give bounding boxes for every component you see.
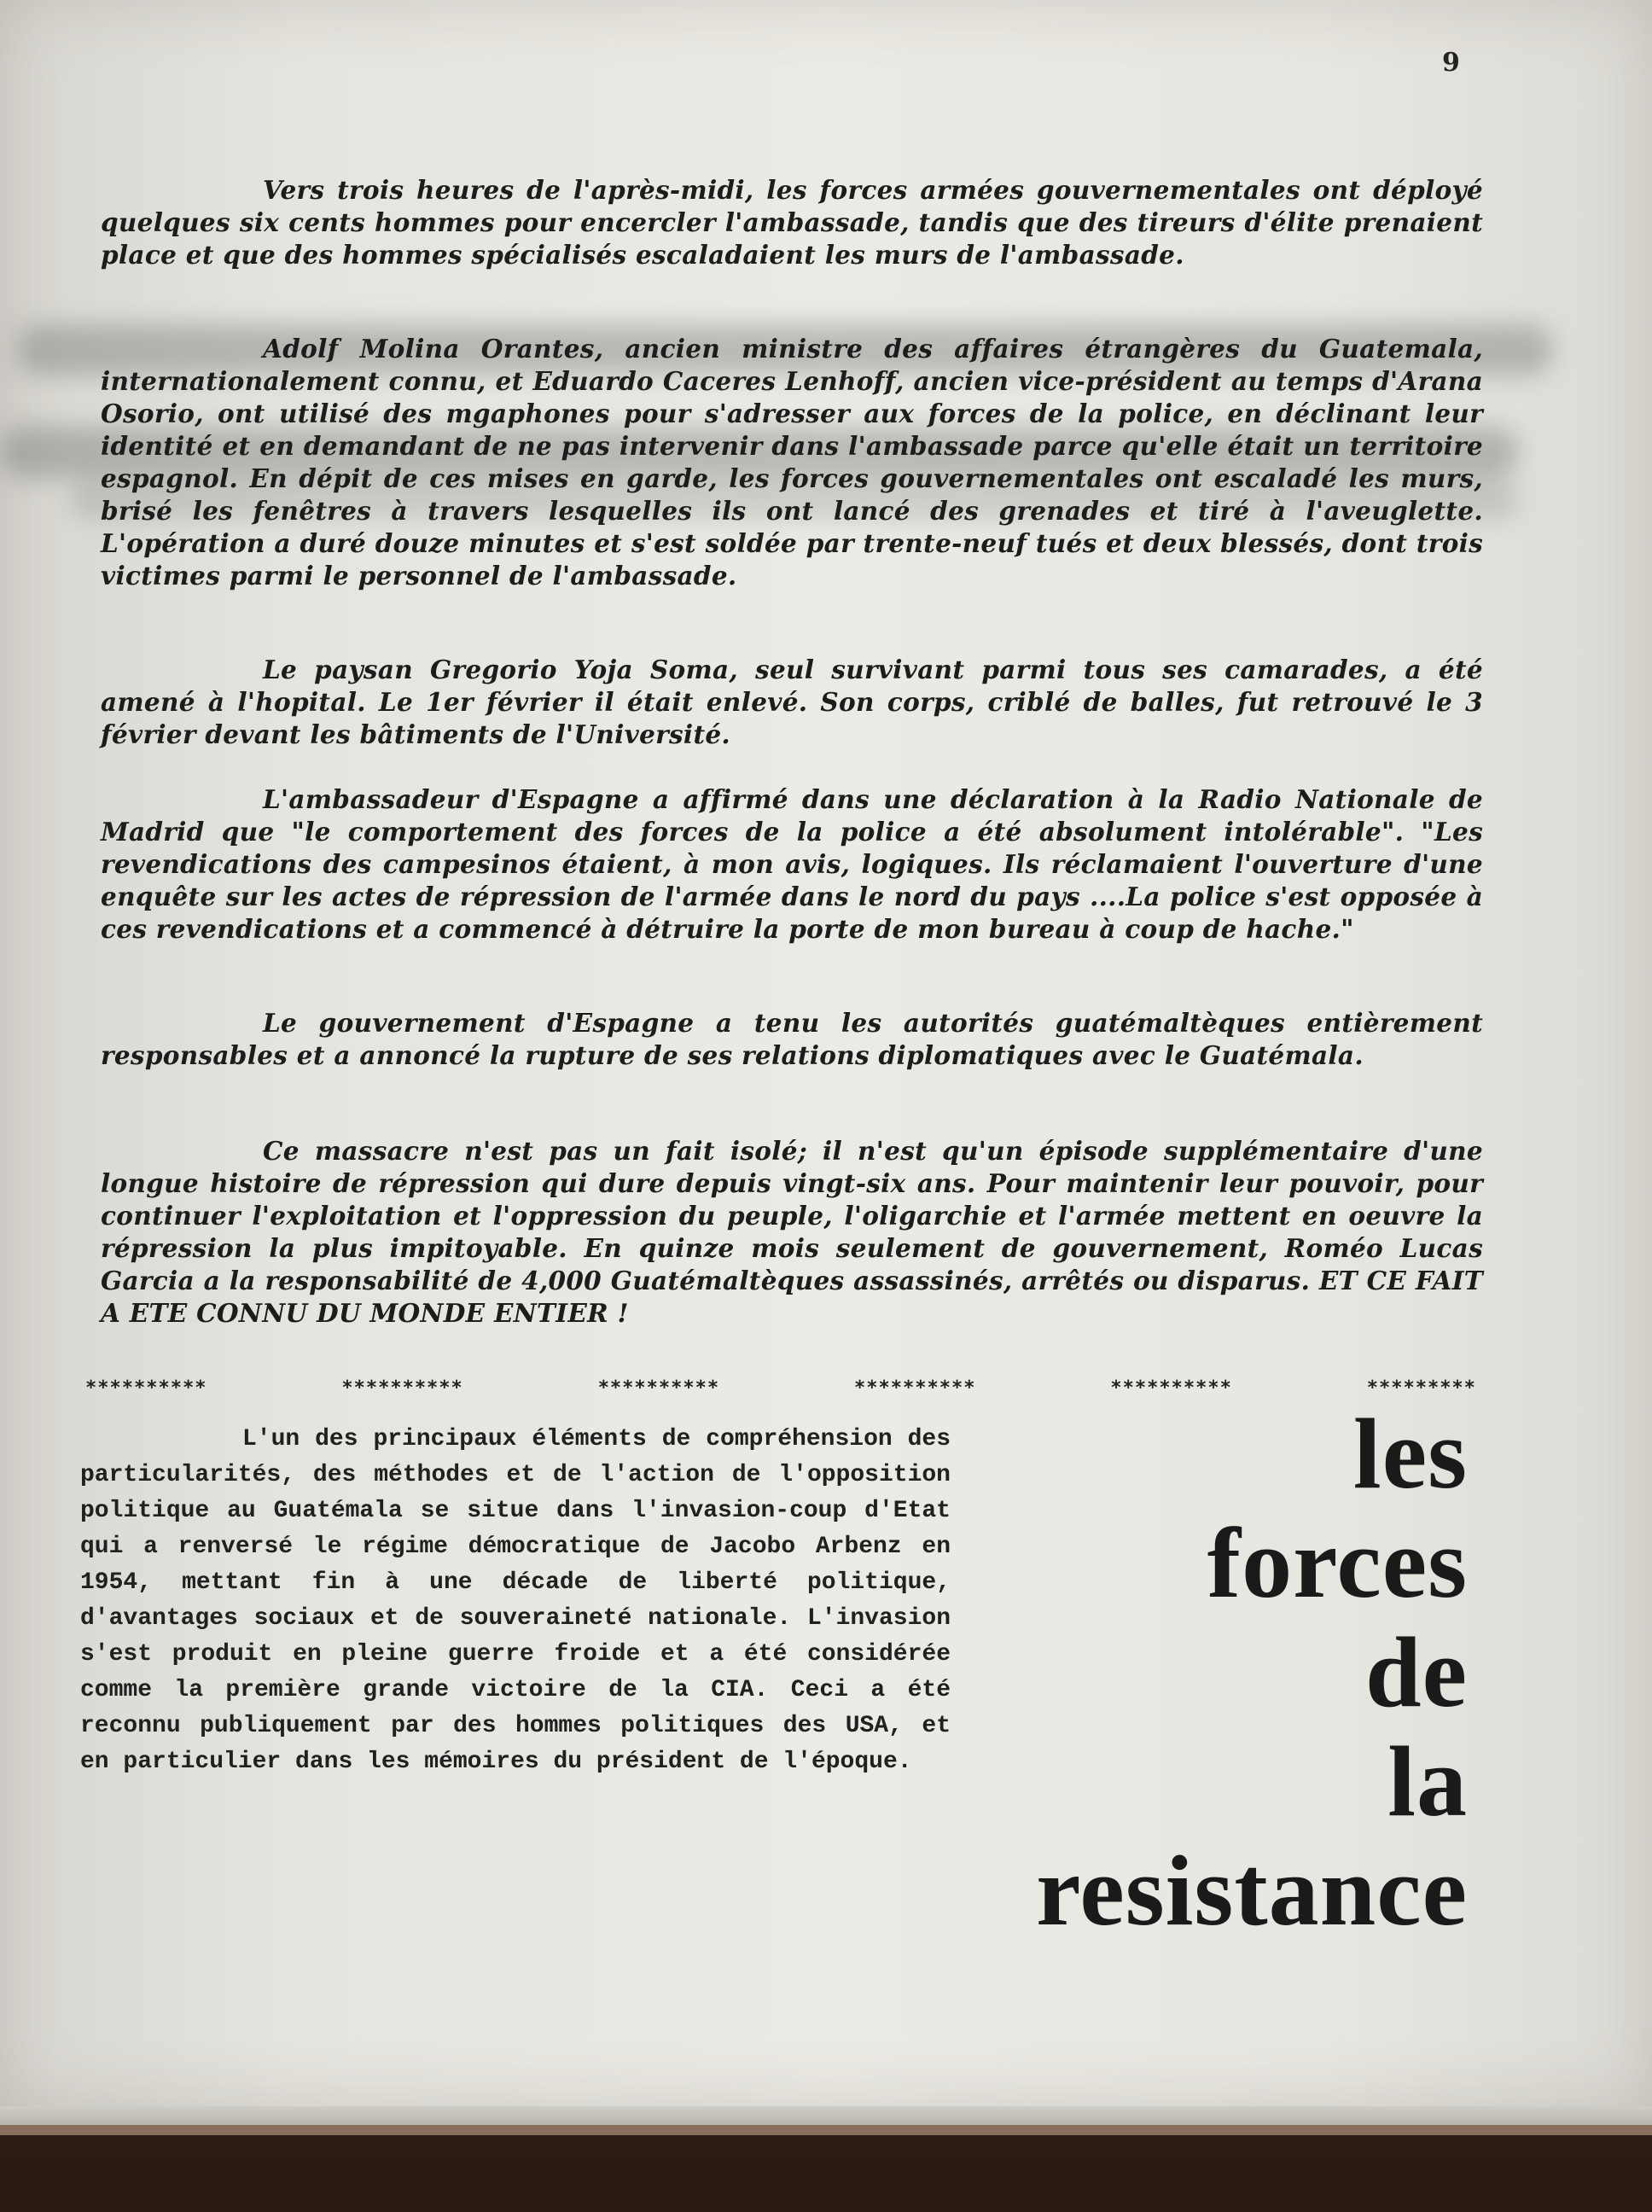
paragraph-1: Vers trois heures de l'après-midi, les forces armées gouvernementales ont déployé quelques six cents hommes pour encercler l'ambassade, tandis que des tireurs d'élite prenaient place et que des hommes spécialisés escaladaient les murs de l'ambassade. bbox=[101, 175, 1483, 270]
section-title-word: les bbox=[1352, 1398, 1468, 1510]
separator-row bbox=[85, 1377, 1476, 1399]
section-title-word: forces bbox=[1207, 1507, 1468, 1619]
paragraph-2: Adolf Molina Orantes, ancien ministre des affaires étrangères du Guatemala, internationalement connu, et Eduardo Caceres Lenhoff, ancien vice-président au temps d'Arana Osorio, ont utilisé des mgaphones pour s'adresser aux forces de la police, en déclinant leur identité et en demandant de ne pas intervenir dans l'ambassade parce qu'elle était un territoire espagnol. En dépit de ces mises en garde, les forces gouvernementales ont escaladé les murs, brisé les fenêtres à travers lesquelles ils ont lancé des grenades et tiré à l'aveuglette. L'opération a duré douze minutes et s'est soldée par trente-neuf tués et deux blessés, dont trois victimes parmi le personnel de l'ambassade. bbox=[101, 334, 1483, 591]
separator-stars: ********** bbox=[341, 1377, 463, 1399]
page-number: 9 bbox=[1442, 48, 1460, 78]
paragraph-3: Le paysan Gregorio Yoja Soma, seul survivant parmi tous ses camarades, a été amené à l'hopital. Le 1er février il était enlevé. Son corps, criblé de balles, fut retrouvé le 3 février devant les bâtiments de l'Université. bbox=[101, 655, 1483, 749]
separator-stars: ********** bbox=[85, 1377, 207, 1399]
section-title bbox=[973, 1400, 1468, 1946]
separator-stars: ********** bbox=[597, 1377, 720, 1399]
section-title-word: la bbox=[1387, 1726, 1468, 1837]
lower-paragraph: L'un des principaux éléments de compréhension des particularités, des méthodes et de l'action de l'opposition politique au Guatémala se situe dans l'invasion-coup d'Etat qui a renversé le régime démocratique de Jacobo Arbenz en 1954, mettant fin à une décade de liberté politique, d'avantages sociaux et de souveraineté nationale. L'invasion s'est produit en pleine guerre froide et a été considérée comme la première grande victoire de la CIA. Ceci a été reconnu publiquement par des hommes politiques des USA, et en particulier dans les mémoires du président de l'époque. bbox=[80, 1426, 951, 1775]
separator-stars: ********* bbox=[1366, 1377, 1476, 1399]
paragraph-6: Ce massacre n'est pas un fait isolé; il n'est qu'un épisode supplémentaire d'une longue histoire de répression qui dure depuis vingt-six ans. Pour maintenir leur pouvoir, pour continuer l'exploitation et l'oppression du peuple, l'oligarchie et l'armée mettent en oeuvre la répression la plus impitoyable. En quinze mois seulement de gouvernement, Roméo Lucas Garcia a la responsabilité de 4,000 Guatémaltèques assassinés, arrêtés ou disparus. ET CE FAIT A ETE CONNU DU MONDE ENTIER ! bbox=[101, 1136, 1483, 1328]
section-title-word: resistance bbox=[1036, 1835, 1468, 1947]
separator-stars: ********** bbox=[854, 1377, 976, 1399]
paragraph-4: L'ambassadeur d'Espagne a affirmé dans une déclaration à la Radio Nationale de Madrid que "le comportement des forces de la police a été absolument intolérable". "Les revendications des campesinos étaient, à mon avis, logiques. Ils réclamaient l'ouverture d'une enquête sur les actes de répression de l'armée dans le nord du pays ....La police s'est opposée à ces revendications et a commencé à détruire la porte de mon bureau à coup de hache." bbox=[101, 784, 1483, 944]
paragraph-5: Le gouvernement d'Espagne a tenu les autorités guatémaltèques entièrement responsables et a annoncé la rupture de ses relations diplomatiques avec le Guatémala. bbox=[101, 1008, 1483, 1070]
desk-surface bbox=[0, 2125, 1652, 2135]
paper-bottom-edge bbox=[0, 2106, 1652, 2125]
separator-stars: ********** bbox=[1110, 1377, 1232, 1399]
section-title-word: de bbox=[1365, 1616, 1468, 1728]
